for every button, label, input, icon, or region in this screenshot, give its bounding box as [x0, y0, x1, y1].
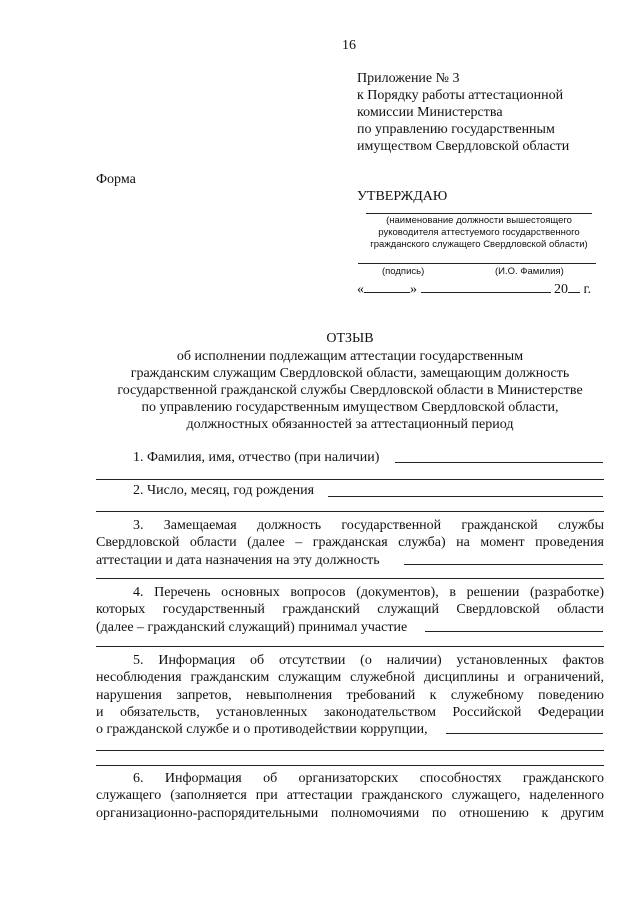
- signature-caption: (подпись): [382, 266, 425, 277]
- item-1-label: 1. Фамилия, имя, отчество (при наличии): [133, 450, 380, 465]
- year-blank: [568, 280, 580, 293]
- item-5-line: 5. Информация об отсутствии (о наличии) установленных фактов: [133, 653, 604, 668]
- date-quote-close: »: [410, 282, 417, 297]
- item-3-extra-line[interactable]: [96, 578, 604, 579]
- item-2-label: 2. Число, месяц, год рождения: [133, 483, 315, 498]
- item-1-extra-line[interactable]: [96, 479, 604, 480]
- date-line: [357, 280, 591, 298]
- appendix-line: к Порядку работы аттестационной: [357, 88, 564, 103]
- day-blank: [364, 280, 410, 293]
- appendix-block: [357, 70, 569, 155]
- subtitle-line: гражданским служащим Свердловской области, замещающим должность: [130, 366, 570, 381]
- item-4-field[interactable]: [425, 631, 603, 632]
- month-blank: [421, 280, 551, 293]
- item-4-extra-line[interactable]: [96, 646, 604, 647]
- signature-line: [358, 263, 596, 264]
- name-caption: (И.О. Фамилия): [495, 266, 564, 277]
- item-6-line: организационно-распорядительными полномочиями по отношению к другим: [96, 805, 604, 821]
- item-4-text: [96, 584, 604, 636]
- form-label: Форма: [96, 172, 136, 187]
- item-4-line: (далее – гражданский служащий) принимал участие: [96, 619, 408, 635]
- item-6-line: служащего (заполняется при аттестации гражданского служащего, наделенного: [96, 788, 604, 804]
- item-5-extra-line-2[interactable]: [96, 765, 604, 766]
- subtitle-line: должностных обязанностей за аттестационный период: [186, 417, 514, 432]
- item-4-line: которых государственный гражданский служащий Свердловской области: [96, 602, 604, 618]
- year-suffix: г.: [583, 282, 592, 297]
- item-5-line: несоблюдения гражданским служащим служебной дисциплины и ограничений,: [96, 670, 604, 686]
- item-3-field[interactable]: [404, 564, 603, 565]
- appendix-line: комиссии Министерства: [357, 105, 503, 120]
- caption-line: руководителя аттестуемого государственного: [378, 227, 580, 238]
- page-number: 16: [342, 38, 356, 53]
- position-caption: [357, 215, 601, 251]
- item-6-line: 6. Информация об организаторских способностях гражданского: [133, 771, 604, 786]
- appendix-line: имуществом Свердловской области: [357, 139, 570, 154]
- item-3-line: 3. Замещаемая должность государственной гражданской службы: [133, 518, 604, 533]
- item-3-line: аттестации и дата назначения на эту должность: [96, 552, 380, 568]
- approval-title: УТВЕРЖДАЮ: [357, 189, 448, 204]
- document-title: ОТЗЫВ: [326, 331, 374, 346]
- item-5-text: [96, 652, 604, 738]
- date-quote-open: «: [357, 282, 364, 297]
- item-3-line: Свердловской области (далее – гражданская служба) на момент проведения: [96, 535, 604, 551]
- subtitle-line: об исполнении подлежащим аттестации государственным: [176, 349, 524, 364]
- caption-line: гражданского служащего Свердловской области): [370, 239, 588, 250]
- subtitle-line: государственной гражданской службы Свердловской области в Министерстве: [117, 383, 583, 398]
- item-2-extra-line[interactable]: [96, 511, 604, 512]
- item-3-text: [96, 517, 604, 569]
- item-5-extra-line-1[interactable]: [96, 750, 604, 751]
- item-6-text: [96, 770, 604, 822]
- appendix-line: Приложение № 3: [357, 71, 460, 86]
- item-2-field[interactable]: [328, 496, 603, 497]
- caption-line: (наименование должности вышестоящего: [386, 215, 572, 226]
- item-5-field[interactable]: [446, 733, 603, 734]
- document-subtitle: [80, 348, 620, 433]
- item-5-line: о гражданской службе и о противодействии коррупции,: [96, 722, 428, 738]
- year-prefix: 20: [554, 282, 568, 297]
- item-5-line: и обязательств, установленных законодательством Российской Федерации: [96, 704, 604, 720]
- position-line: [366, 213, 592, 214]
- item-4-line: 4. Перечень основных вопросов (документов), в решении (разработке): [133, 585, 604, 600]
- appendix-line: по управлению государственным: [357, 122, 555, 137]
- item-1-field[interactable]: [395, 462, 603, 463]
- item-5-line: нарушения запретов, невыполнения требований к служебному поведению: [96, 687, 604, 703]
- subtitle-line: по управлению государственным имуществом Свердловской области,: [141, 400, 559, 415]
